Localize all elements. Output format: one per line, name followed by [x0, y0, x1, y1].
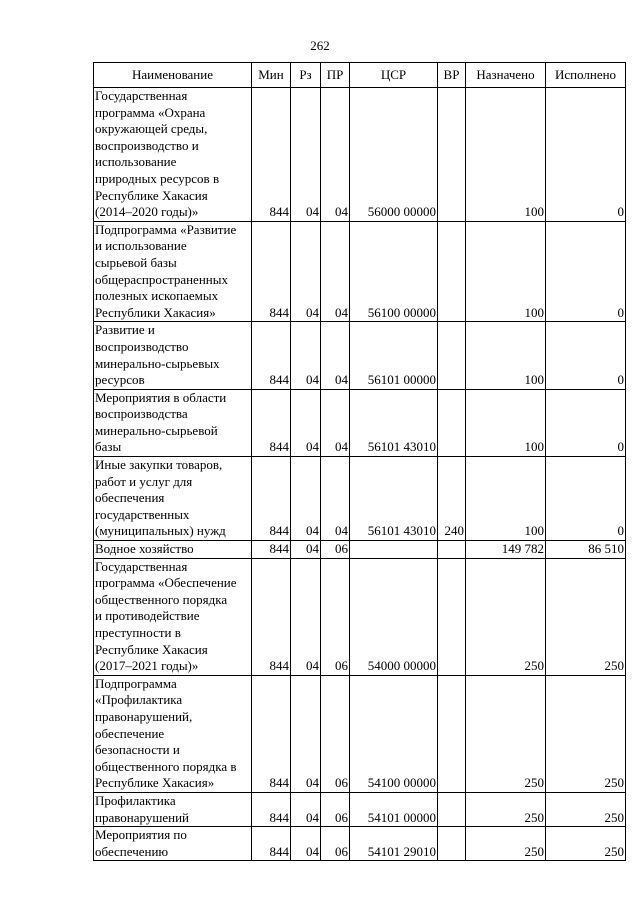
cell-min: 844: [252, 827, 291, 861]
cell-csr: 54000 00000: [350, 558, 438, 675]
cell-min: 844: [252, 457, 291, 541]
cell-executed: 0: [546, 457, 626, 541]
cell-rz: 04: [291, 675, 321, 792]
cell-rz: 04: [291, 792, 321, 826]
cell-rz: 04: [291, 457, 321, 541]
table-body: [94, 88, 626, 861]
cell-rz: 04: [291, 88, 321, 222]
cell-rz: 04: [291, 389, 321, 456]
cell-executed: 250: [546, 558, 626, 675]
cell-name: Водное хозяйство: [94, 541, 252, 559]
cell-assigned: 250: [466, 792, 546, 826]
cell-csr: 56101 00000: [350, 322, 438, 389]
cell-csr: 56101 43010: [350, 389, 438, 456]
cell-assigned: 100: [466, 88, 546, 222]
cell-executed: 0: [546, 389, 626, 456]
header-name: Наименование: [94, 63, 252, 88]
cell-min: 844: [252, 675, 291, 792]
budget-table: [93, 62, 626, 861]
cell-name: Подпрограмма «Профилактика правонарушений, обеспечение безопасности и общественного порядка в Республике Хакасия»: [94, 675, 252, 792]
cell-assigned: 100: [466, 322, 546, 389]
cell-rz: 04: [291, 221, 321, 322]
cell-assigned: 100: [466, 221, 546, 322]
cell-pr: 04: [321, 322, 350, 389]
header-pr: ПР: [321, 63, 350, 88]
cell-vr: 240: [438, 457, 466, 541]
cell-assigned: 250: [466, 827, 546, 861]
cell-pr: 06: [321, 541, 350, 559]
header-min: Мин: [252, 63, 291, 88]
table-row: [94, 88, 626, 222]
cell-executed: 250: [546, 827, 626, 861]
cell-csr: 56101 43010: [350, 457, 438, 541]
table-row: [94, 457, 626, 541]
cell-executed: 250: [546, 792, 626, 826]
cell-assigned: 250: [466, 558, 546, 675]
cell-name: Мероприятия по обеспечению: [94, 827, 252, 861]
cell-csr: 56100 00000: [350, 221, 438, 322]
cell-min: 844: [252, 322, 291, 389]
cell-executed: 0: [546, 221, 626, 322]
cell-name: Профилактика правонарушений: [94, 792, 252, 826]
cell-name: Государственная программа «Обеспечение общественного порядка и противодействие преступности в Республике Хакасия (2017–2021 годы)»: [94, 558, 252, 675]
cell-min: 844: [252, 792, 291, 826]
cell-executed: 86 510: [546, 541, 626, 559]
cell-pr: 04: [321, 457, 350, 541]
cell-vr: [438, 541, 466, 559]
cell-vr: [438, 675, 466, 792]
cell-pr: 06: [321, 675, 350, 792]
table-row: [94, 221, 626, 322]
cell-assigned: 250: [466, 675, 546, 792]
cell-vr: [438, 389, 466, 456]
cell-name: Подпрограмма «Развитие и использование сырьевой базы общераспространенных полезных ископаемых Республики Хакасия»: [94, 221, 252, 322]
cell-rz: 04: [291, 558, 321, 675]
cell-csr: [350, 541, 438, 559]
table-row: [94, 827, 626, 861]
cell-min: 844: [252, 541, 291, 559]
cell-pr: 06: [321, 792, 350, 826]
table-row: [94, 322, 626, 389]
table-header-row: [94, 63, 626, 88]
cell-vr: [438, 558, 466, 675]
cell-min: 844: [252, 389, 291, 456]
cell-name: Мероприятия в области воспроизводства минерально-сырьевой базы: [94, 389, 252, 456]
header-vr: ВР: [438, 63, 466, 88]
header-csr: ЦСР: [350, 63, 438, 88]
cell-vr: [438, 88, 466, 222]
table-row: [94, 558, 626, 675]
cell-executed: 250: [546, 675, 626, 792]
cell-vr: [438, 221, 466, 322]
cell-rz: 04: [291, 322, 321, 389]
cell-name: Развитие и воспроизводство минерально-сырьевых ресурсов: [94, 322, 252, 389]
cell-min: 844: [252, 88, 291, 222]
cell-name: Государственная программа «Охрана окружающей среды, воспроизводство и использование природных ресурсов в Республике Хакасия (2014–2020 годы)»: [94, 88, 252, 222]
cell-min: 844: [252, 221, 291, 322]
page-number: 262: [310, 38, 330, 53]
cell-assigned: 100: [466, 389, 546, 456]
cell-pr: 04: [321, 389, 350, 456]
table-row: [94, 792, 626, 826]
cell-min: 844: [252, 558, 291, 675]
cell-vr: [438, 827, 466, 861]
cell-vr: [438, 322, 466, 389]
table-row: [94, 675, 626, 792]
cell-pr: 06: [321, 827, 350, 861]
cell-assigned: 149 782: [466, 541, 546, 559]
cell-vr: [438, 792, 466, 826]
table-row: [94, 541, 626, 559]
cell-pr: 04: [321, 88, 350, 222]
table-row: [94, 389, 626, 456]
cell-csr: 54101 00000: [350, 792, 438, 826]
cell-csr: 54101 29010: [350, 827, 438, 861]
header-rz: Рз: [291, 63, 321, 88]
header-assigned: Назначено: [466, 63, 546, 88]
cell-csr: 56000 00000: [350, 88, 438, 222]
cell-rz: 04: [291, 827, 321, 861]
cell-csr: 54100 00000: [350, 675, 438, 792]
cell-pr: 06: [321, 558, 350, 675]
cell-executed: 0: [546, 322, 626, 389]
cell-assigned: 100: [466, 457, 546, 541]
header-executed: Исполнено: [546, 63, 626, 88]
cell-pr: 04: [321, 221, 350, 322]
cell-rz: 04: [291, 541, 321, 559]
cell-executed: 0: [546, 88, 626, 222]
cell-name: Иные закупки товаров, работ и услуг для обеспечения государственных (муниципальных) нужд: [94, 457, 252, 541]
